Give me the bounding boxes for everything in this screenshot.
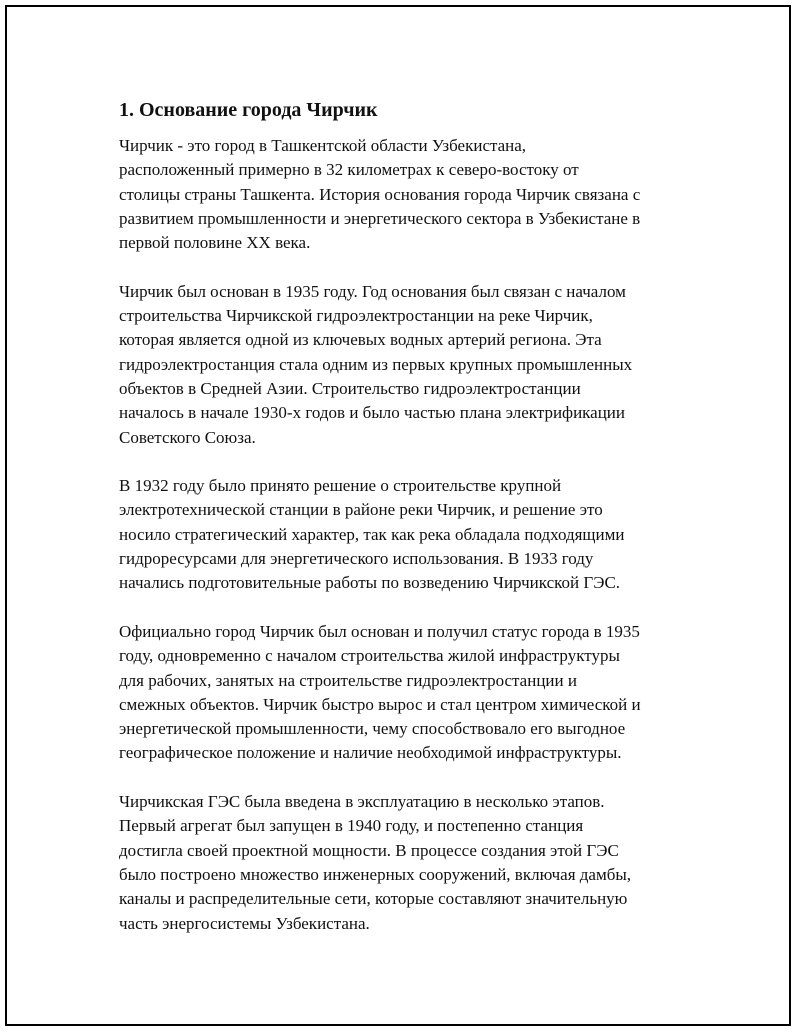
document-page xyxy=(5,5,791,1026)
document-body xyxy=(119,96,689,960)
text-line: началось в начале 1930-х годов и было частью плана электрификации xyxy=(119,403,626,423)
text-line: начались подготовительные работы по возведению Чирчикской ГЭС. xyxy=(119,573,621,593)
text-line: было построено множество инженерных сооружений, включая дамбы, xyxy=(119,864,632,884)
text-line: первой половине XX века. xyxy=(119,233,311,253)
paragraph-5 xyxy=(119,790,689,936)
paragraph-3 xyxy=(119,474,689,595)
text-line: гидроресурсами для энергетического использования. В 1933 году xyxy=(119,549,594,569)
text-line: носило стратегический характер, так как река обладала подходящими xyxy=(119,524,625,544)
text-line: объектов в Средней Азии. Строительство гидроэлектростанции xyxy=(119,378,581,398)
text-line: строительства Чирчикской гидроэлектростанции на реке Чирчик, xyxy=(119,306,593,326)
text-line: развитием промышленности и энергетического сектора в Узбекистане в xyxy=(119,208,641,228)
text-line: каналы и распределительные сети, которые составляют значительную xyxy=(119,889,628,909)
text-line: расположенный примерно в 32 километрах к северо-востоку от xyxy=(119,160,579,180)
text-line: столицы страны Ташкента. История основания города Чирчик связана с xyxy=(119,184,641,204)
text-line: Официально город Чирчик был основан и получил статус города в 1935 xyxy=(119,621,640,641)
text-line: Чирчик был основан в 1935 году. Год основания был связан с началом xyxy=(119,281,626,301)
text-line: В 1932 году было принято решение о строительстве крупной xyxy=(119,476,562,496)
text-line: для рабочих, занятых на строительстве гидроэлектростанции и xyxy=(119,670,577,690)
section-heading: 1. Основание города Чирчик xyxy=(119,99,378,121)
text-line: Советского Союза. xyxy=(119,427,256,447)
text-line: Первый агрегат был запущен в 1940 году, и постепенно станция xyxy=(119,816,584,836)
text-line: географическое положение и наличие необходимой инфраструктуры. xyxy=(119,743,622,763)
text-line: часть энергосистемы Узбекистана. xyxy=(119,913,370,933)
text-line: гидроэлектростанция стала одним из первых крупных промышленных xyxy=(119,354,633,374)
paragraph-4 xyxy=(119,620,689,766)
text-line: Чирчикская ГЭС была введена в эксплуатацию в несколько этапов. xyxy=(119,792,605,812)
text-line: электротехнической станции в районе реки Чирчик, и решение это xyxy=(119,500,603,520)
text-line: году, одновременно с началом строительства жилой инфраструктуры xyxy=(119,646,620,666)
text-line: смежных объектов. Чирчик быстро вырос и стал центром химической и xyxy=(119,694,641,714)
paragraph-1 xyxy=(119,134,689,255)
text-line: энергетической промышленности, чему способствовало его выгодное xyxy=(119,719,626,739)
paragraph-2 xyxy=(119,280,689,450)
text-line: которая является одной из ключевых водных артерий региона. Эта xyxy=(119,330,602,350)
text-line: Чирчик - это город в Ташкентской области Узбекистана, xyxy=(119,136,527,155)
text-line: достигла своей проектной мощности. В процессе создания этой ГЭС xyxy=(119,840,619,860)
